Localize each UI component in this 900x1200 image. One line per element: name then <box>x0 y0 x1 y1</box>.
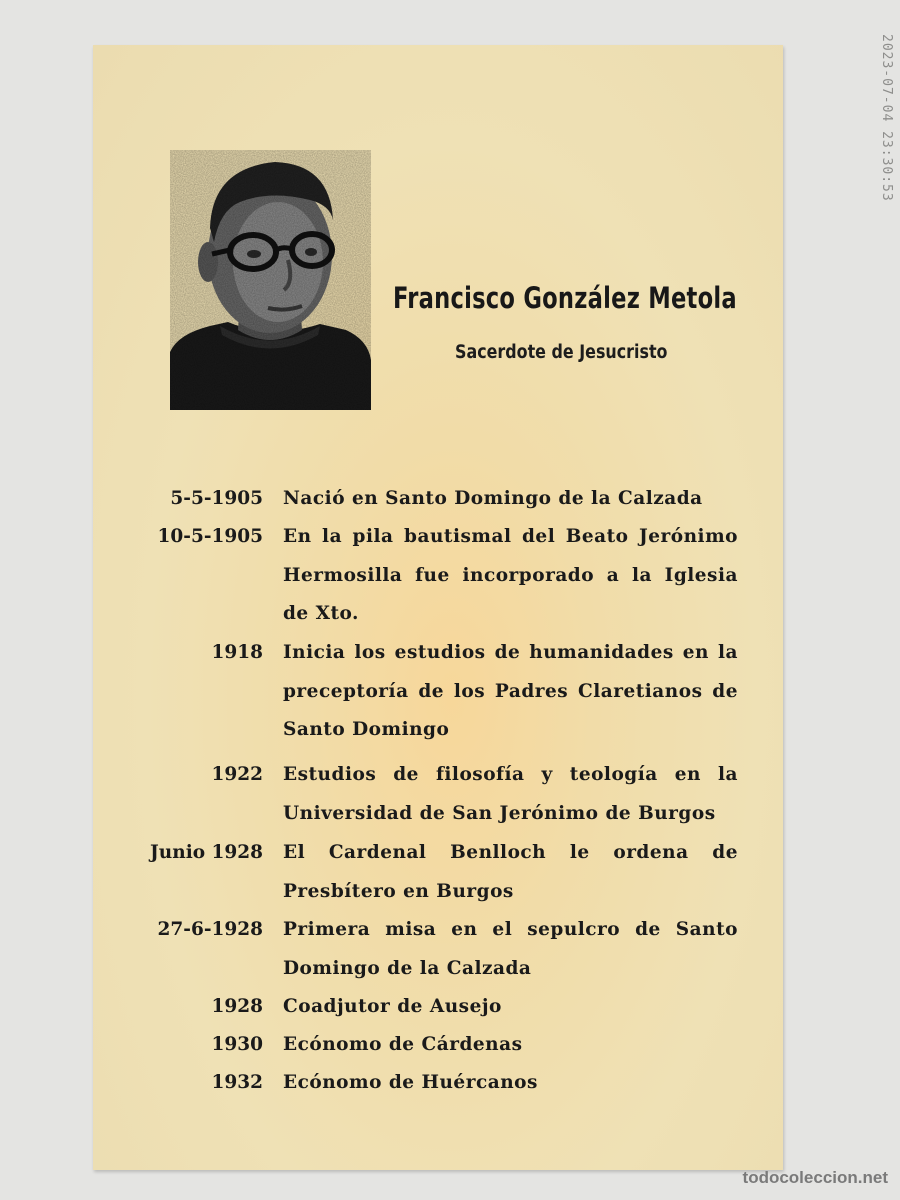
entry-text: Nació en Santo Domingo de la Calzada <box>283 488 703 509</box>
entry-date: 1932 <box>211 1072 263 1093</box>
entry-text: En la pila bautismal del Beato Jerónimo Hermosilla fue incorporado a la Iglesia de Xto. <box>283 526 738 624</box>
entry-date: 1918 <box>211 642 263 663</box>
entry-date: 1922 <box>211 764 263 785</box>
entry-date: 27-6-1928 <box>157 919 263 940</box>
entry-text: Estudios de filosofía y teología en la Universidad de San Jerónimo de Burgos <box>283 764 738 824</box>
entry-date: Junio 1928 <box>150 842 263 863</box>
photo-timestamp: 2023-07-04 23:30:53 <box>879 34 894 202</box>
entry-date: 1930 <box>211 1034 263 1055</box>
entry-date: 5-5-1905 <box>170 488 263 509</box>
person-subtitle: Sacerdote de Jesucristo <box>455 342 668 363</box>
memorial-card <box>93 45 783 1170</box>
entry-text: El Cardenal Benlloch le ordena de Presbítero en Burgos <box>283 842 738 902</box>
entry-text: Ecónomo de Huércanos <box>283 1072 538 1093</box>
portrait-photo <box>170 150 371 410</box>
entry-text: Inicia los estudios de humanidades en la preceptoría de los Padres Claretianos de Santo Domingo <box>283 642 738 740</box>
entry-text: Primera misa en el sepulcro de Santo Domingo de la Calzada <box>283 919 738 979</box>
entry-text: Coadjutor de Ausejo <box>283 996 502 1017</box>
entry-text: Ecónomo de Cárdenas <box>283 1034 523 1055</box>
entry-date: 10-5-1905 <box>157 526 263 547</box>
entry-date: 1928 <box>211 996 263 1017</box>
site-watermark: todocoleccion.net <box>742 1168 888 1187</box>
person-name: Francisco González Metola <box>393 281 737 315</box>
